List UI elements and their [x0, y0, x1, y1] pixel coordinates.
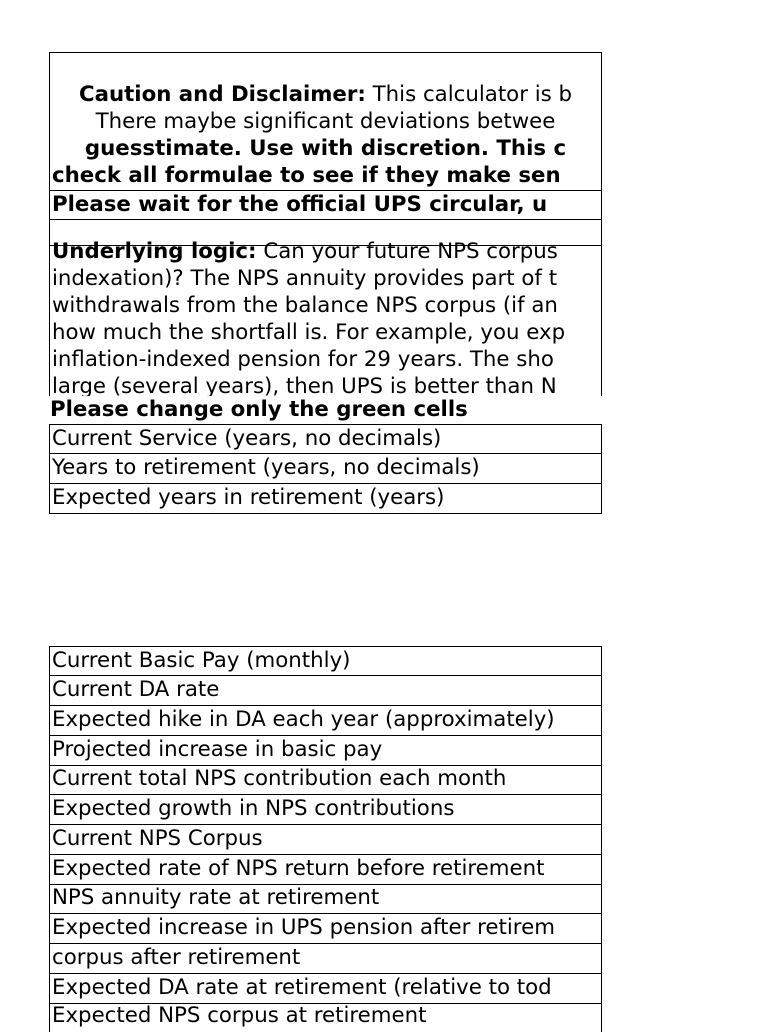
logic-line-6: large (several years), then UPS is better than N — [52, 374, 557, 396]
pay-row-basic-increase[interactable]: Projected increase in basic pay — [49, 736, 602, 766]
spreadsheet — [49, 52, 603, 1032]
disclaimer-bold-4: check all formulae to see if they make sen — [52, 163, 561, 188]
logic-line-3: withdrawals from the balance NPS corpus (if an — [52, 293, 558, 318]
logic-label: Underlying logic: — [52, 239, 257, 264]
pay-row-nps-growth[interactable]: Expected growth in NPS contributions — [49, 795, 602, 825]
disclaimer-line-3 — [50, 135, 601, 162]
official-circular-note — [49, 190, 602, 220]
pay-row-da-rate[interactable]: Current DA rate — [49, 676, 602, 706]
pay-row-basic-pay[interactable]: Current Basic Pay (monthly) — [49, 646, 602, 676]
disclaimer-bold-3: guesstimate. Use with discretion. This c — [84, 136, 567, 161]
disclaimer-label: Caution and Disclaimer: — [78, 82, 366, 107]
logic-line-1 — [52, 238, 601, 265]
logic-block — [49, 238, 602, 396]
corpus-after-retirement-row[interactable] — [49, 944, 602, 974]
logic-line-2: indexation)? The NPS annuity provides part of t — [52, 266, 558, 291]
da-at-retirement-row[interactable]: Expected DA rate at retirement (relative to tod — [49, 974, 602, 1004]
expected-nps-corpus-row[interactable]: Expected NPS corpus at retirement — [49, 1002, 602, 1032]
pay-row-ups-increase[interactable]: Expected increase in UPS pension after retirem — [49, 914, 602, 944]
service-row-years-in-retirement[interactable]: Expected years in retirement (years) — [49, 484, 602, 514]
logic-text-1: Can your future NPS corpus — [256, 239, 558, 264]
official-note-text: Please wait for the official UPS circular, u — [52, 192, 548, 217]
service-row-years-to-retirement[interactable]: Years to retirement (years, no decimals) — [49, 454, 602, 484]
pay-row-nps-corpus[interactable]: Current NPS Corpus — [49, 825, 602, 855]
corpus-row-line-1: corpus after retirement — [52, 945, 301, 970]
pay-row-da-hike[interactable]: Expected hike in DA each year (approximately) — [49, 706, 602, 736]
logic-line-5: inflation-indexed pension for 29 years. The sho — [52, 347, 554, 372]
instruction-text: Please change only the green cells — [50, 397, 468, 422]
disclaimer-line-2: There maybe significant deviations betwee — [95, 109, 556, 134]
disclaimer-text-1: This calculator is b — [365, 82, 573, 107]
pay-row-annuity-rate[interactable]: NPS annuity rate at retirement — [49, 884, 602, 914]
service-row-current[interactable]: Current Service (years, no decimals) — [49, 424, 602, 454]
disclaimer-line-4 — [50, 162, 601, 189]
instruction-label — [49, 396, 602, 424]
disclaimer-line-1 — [50, 81, 601, 108]
logic-line-4: how much the shortfall is. For example, you exp — [52, 320, 566, 345]
pay-row-nps-return[interactable]: Expected rate of NPS return before retirement — [49, 855, 602, 885]
disclaimer-block — [49, 52, 602, 190]
pay-row-nps-contribution[interactable]: Current total NPS contribution each month — [49, 765, 602, 795]
